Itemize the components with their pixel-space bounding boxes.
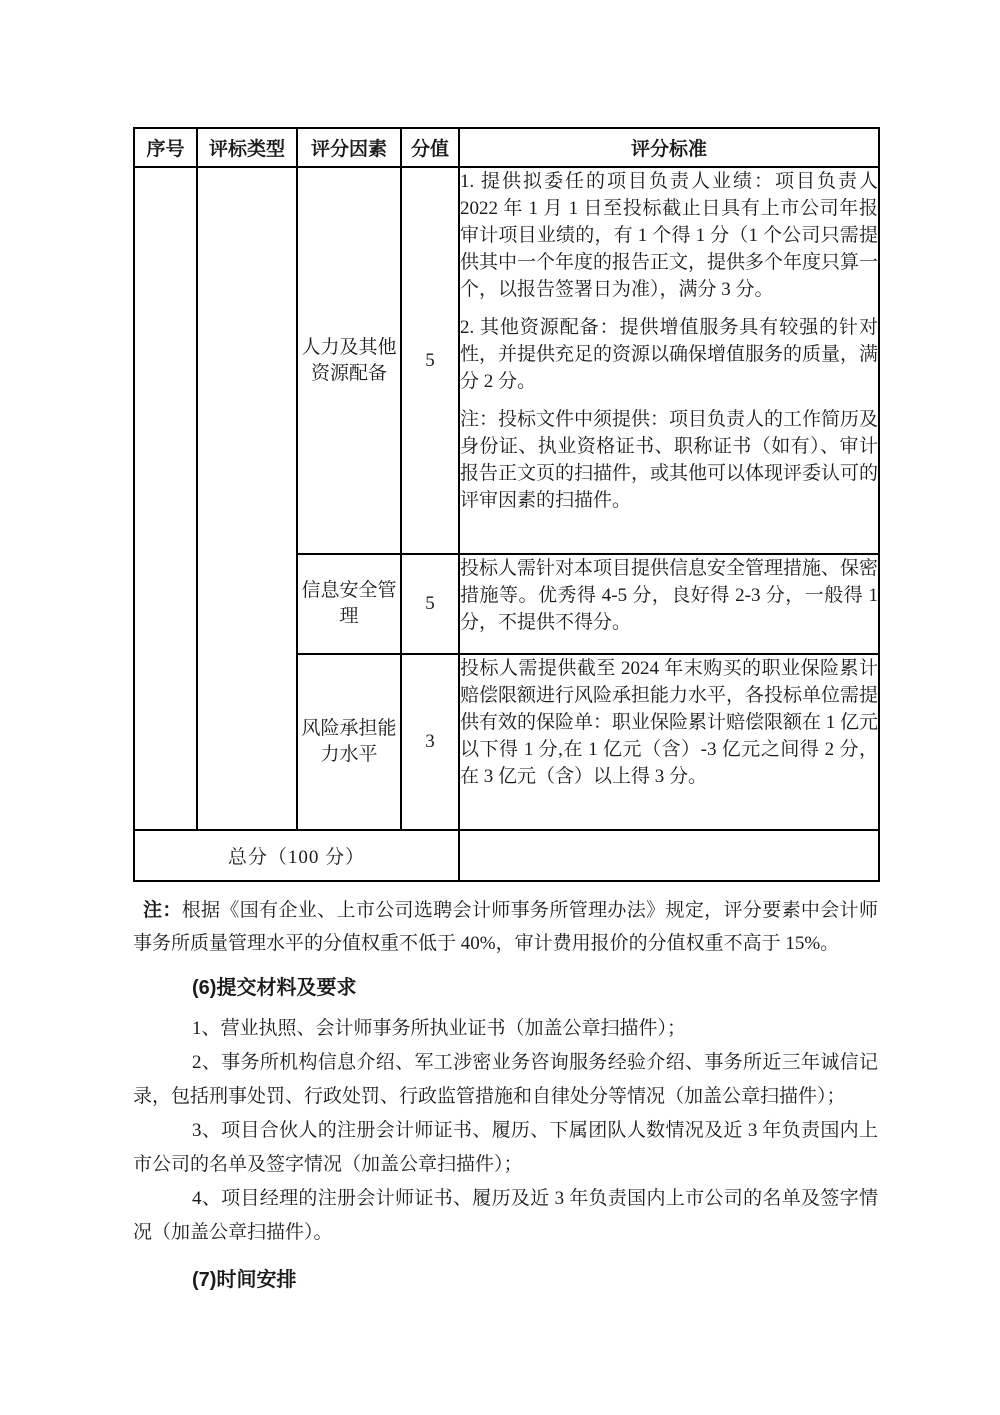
score-information-security: 5 — [401, 554, 459, 654]
list-item: 1、营业执照、会计师事务所执业证书（加盖公章扫描件）； — [192, 1018, 687, 1039]
factor-risk-capacity: 风险承担能力水平 — [297, 654, 401, 830]
criteria-paragraph: 投标人需针对本项目提供信息安全管理措施、保密措施等。优秀得 4-5 分，良好得 2-3 分，一般得 1 分，不提供不得分。 — [460, 558, 879, 633]
score-risk-capacity: 3 — [401, 654, 459, 830]
header-scoring-factor: 评分因素 — [297, 128, 401, 167]
section-heading-schedule: (7)时间安排 — [192, 1269, 297, 1291]
footnote-text: 根据《国有企业、上市公司选聘会计师事务所管理办法》规定，评分要素中会计师事务所质量管理水平的分值权重不低于 40%，审计费用报价的分值权重不高于 15%。 — [133, 900, 878, 954]
list-item: 4、项目经理的注册会计师证书、履历及近 3 年负责国内上市公司的名单及签字情况（加盖公章扫描件）。 — [133, 1188, 878, 1243]
page-content — [133, 127, 878, 1294]
header-serial-number: 序号 — [134, 128, 197, 167]
score-human-resources: 5 — [401, 167, 459, 554]
criteria-paragraph: 1. 提供拟委任的项目负责人业绩：项目负责人 2022 年 1 月 1 日至投标截止日具有上市公司年报审计项目业绩的，有 1 个得 1 分（1 个公司只需提供其中一个年度的报告正文，提供多个年度只算一个，以报告签署日为准），满分 3 分。 — [460, 171, 879, 300]
factor-information-security: 信息安全管理 — [297, 554, 401, 654]
criteria-paragraph: 注：投标文件中须提供：项目负责人的工作简历及身份证、执业资格证书、职称证书（如有）、审计报告正文页的扫描件，或其他可以体现评委认可的评审因素的扫描件。 — [460, 409, 879, 511]
criteria-information-security — [459, 554, 879, 654]
scoring-criteria-table — [133, 127, 880, 882]
header-score-value: 分值 — [401, 128, 459, 167]
factor-human-resources: 人力及其他资源配备 — [297, 167, 401, 554]
header-scoring-standard: 评分标准 — [459, 128, 879, 167]
submission-materials-list — [133, 1012, 878, 1250]
criteria-human-resources — [459, 167, 879, 554]
list-item: 3、项目合伙人的注册会计师证书、履历、下属团队人数情况及近 3 年负责国内上市公司的名单及签字情况（加盖公章扫描件）； — [133, 1120, 878, 1175]
footnote-label: 注： — [143, 900, 182, 921]
criteria-risk-capacity — [459, 654, 879, 830]
evaluation-type-cell-empty — [197, 167, 297, 830]
table-header-row — [134, 128, 879, 167]
total-score-label: 总分（100 分） — [134, 830, 459, 881]
header-evaluation-type: 评标类型 — [197, 128, 297, 167]
criteria-paragraph: 投标人需提供截至 2024 年末购买的职业保险累计赔偿限额进行风险承担能力水平，各投标单位需提供有效的保险单：职业保险累计赔偿限额在 1 亿元以下得 1 分,在 1 亿元（含）-3 亿元之间得 2 分，在 3 亿元（含）以上得 3 分。 — [460, 658, 879, 787]
table-row — [134, 167, 879, 554]
total-criteria-cell-empty — [459, 830, 879, 881]
table-total-row — [134, 830, 879, 881]
table-footnote — [133, 894, 878, 960]
criteria-paragraph: 2. 其他资源配备：提供增值服务具有较强的针对性，并提供充足的资源以确保增值服务的质量，满分 2 分。 — [460, 317, 879, 392]
section-heading-submission-materials: (6)提交材料及要求 — [192, 977, 357, 999]
list-item: 2、事务所机构信息介绍、军工涉密业务咨询服务经验介绍、事务所近三年诚信记录，包括刑事处罚、行政处罚、行政监管措施和自律处分等情况（加盖公章扫描件）； — [133, 1052, 878, 1107]
serial-number-cell-empty — [134, 167, 197, 830]
